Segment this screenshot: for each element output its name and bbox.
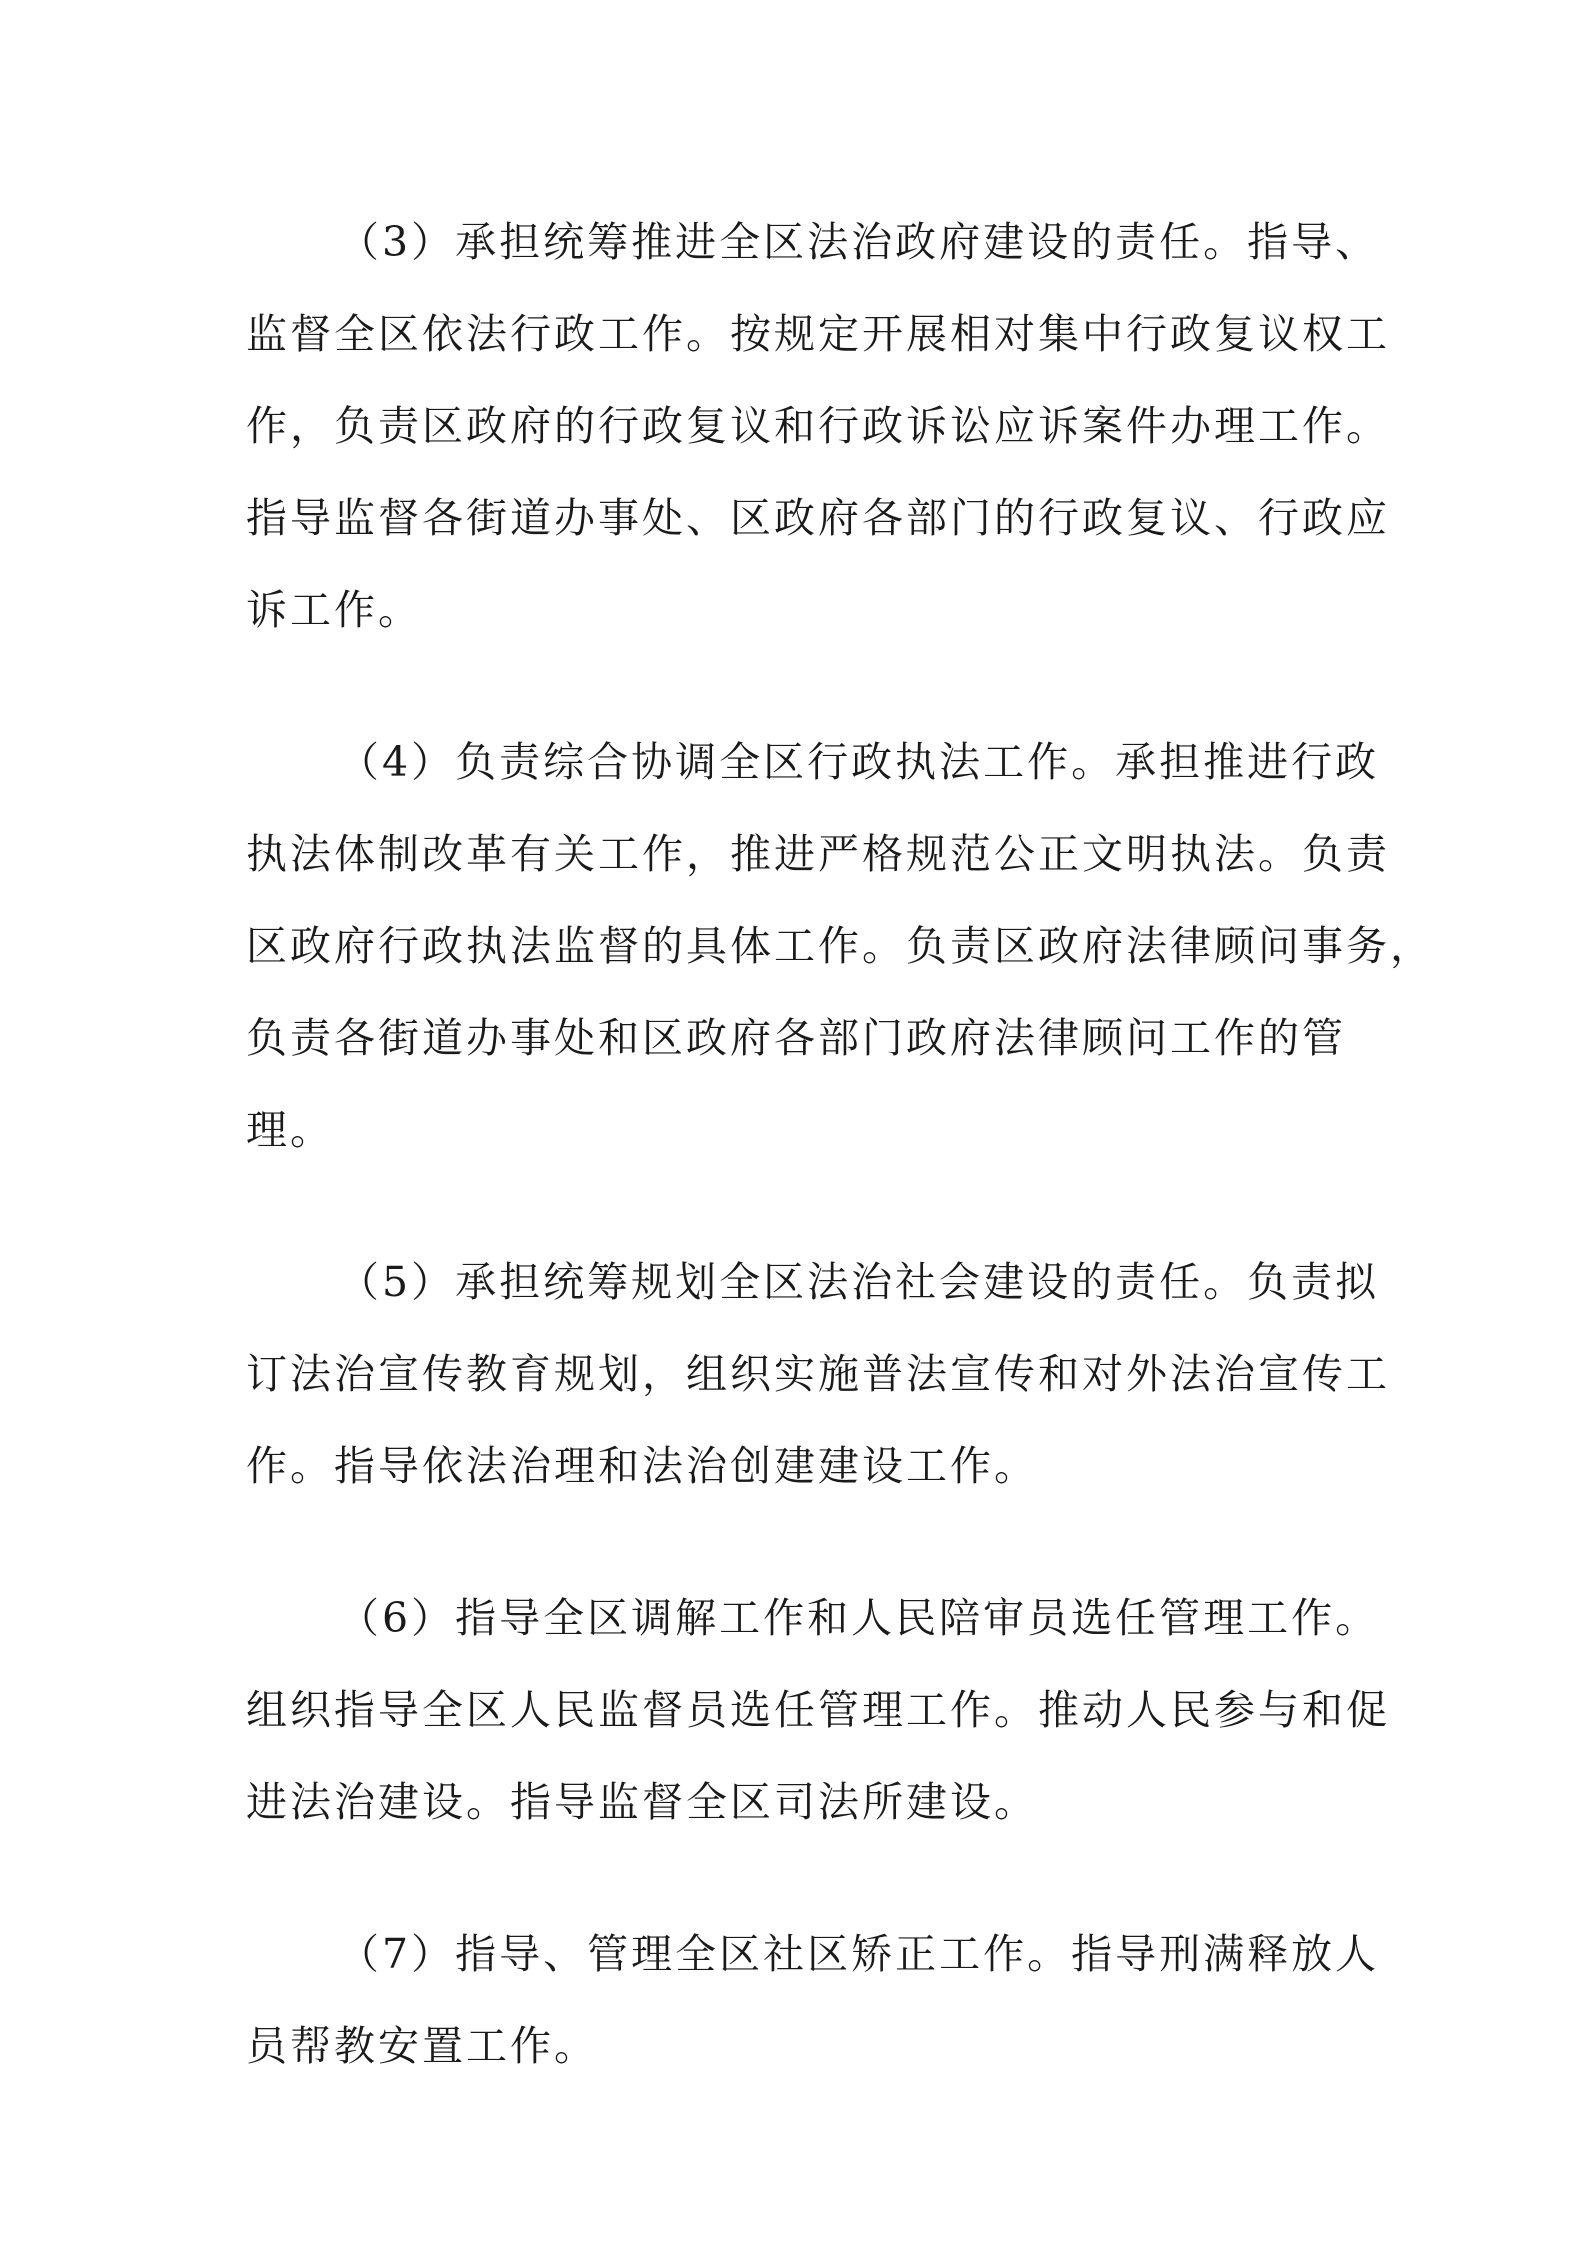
paragraph-spacer bbox=[246, 1176, 1356, 1236]
paragraph-line: 监督全区依法行政工作。按规定开展相对集中行政复议权工 bbox=[246, 310, 1390, 358]
paragraph-line: 进法治建设。指导监督全区司法所建设。 bbox=[246, 1778, 1038, 1826]
paragraph-line: 组织指导全区人民监督员选任管理工作。推动人民参与和促 bbox=[246, 1686, 1390, 1734]
paragraph-line: 诉工作。 bbox=[246, 586, 422, 634]
paragraph-line: 员帮教安置工作。 bbox=[246, 2022, 598, 2070]
paragraph-line: 区政府行政执法监督的具体工作。负责区政府法律顾问事务， bbox=[246, 922, 1434, 970]
paragraph-line: 指导监督各街道办事处、区政府各部门的行政复议、行政应 bbox=[246, 494, 1390, 542]
paragraph-line: （6）指导全区调解工作和人民陪审员选任管理工作。 bbox=[338, 1594, 1380, 1642]
paragraph-line: 执法体制改革有关工作，推进严格规范公正文明执法。负责 bbox=[246, 830, 1390, 878]
paragraph-spacer bbox=[246, 1512, 1356, 1572]
paragraph-spacer bbox=[246, 656, 1356, 716]
paragraph-line: 理。 bbox=[246, 1106, 334, 1154]
paragraph-4 bbox=[246, 716, 1434, 1176]
paragraph-line: 作，负责区政府的行政复议和行政诉讼应诉案件办理工作。 bbox=[246, 402, 1390, 450]
paragraph-line: （3）承担统筹推进全区法治政府建设的责任。指导、 bbox=[338, 218, 1380, 266]
paragraph-line: （5）承担统筹规划全区法治社会建设的责任。负责拟 bbox=[338, 1258, 1380, 1306]
paragraph-line: 订法治宣传教育规划，组织实施普法宣传和对外法治宣传工 bbox=[246, 1350, 1390, 1398]
paragraph-line: （4）负责综合协调全区行政执法工作。承担推进行政 bbox=[338, 738, 1380, 786]
paragraph-spacer bbox=[246, 1848, 1356, 1908]
paragraph-line: 负责各街道办事处和区政府各部门政府法律顾问工作的管 bbox=[246, 1014, 1346, 1062]
paragraph-7 bbox=[246, 1908, 1380, 2092]
document-body bbox=[246, 196, 1434, 2092]
paragraph-3 bbox=[246, 196, 1390, 656]
paragraph-line: （7）指导、管理全区社区矫正工作。指导刑满释放人 bbox=[338, 1930, 1380, 1978]
paragraph-5 bbox=[246, 1236, 1390, 1512]
paragraph-line: 作。指导依法治理和法治创建建设工作。 bbox=[246, 1442, 1038, 1490]
paragraph-6 bbox=[246, 1572, 1390, 1848]
